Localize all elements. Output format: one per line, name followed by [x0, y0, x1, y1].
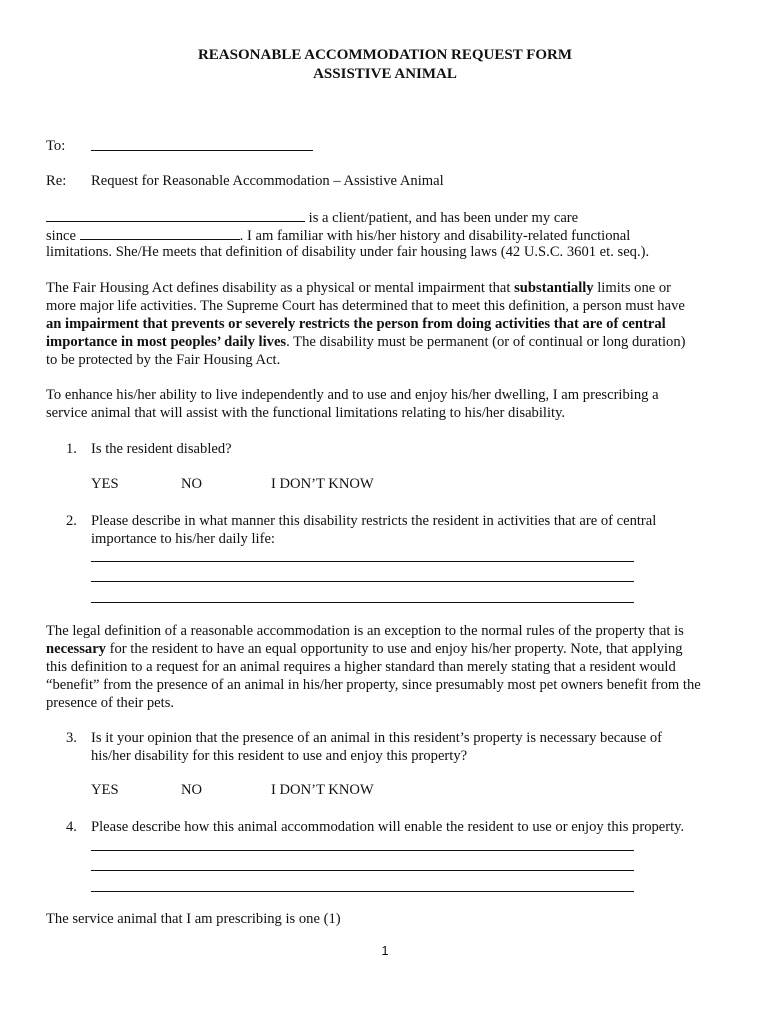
intro-line-2: [46, 225, 630, 245]
intro-line-3: limitations. She/He meets that definition of disability under fair housing laws (42 U.S.C. 3601 et. seq.).: [46, 244, 650, 260]
q4-line-1: Please describe how this animal accommodation will enable the resident to use or enjoy this property.: [91, 819, 685, 835]
legal-line-3: this definition to a request for an animal requires a higher standard than merely stating that a resident would: [46, 659, 676, 675]
q2-line-2: importance to his/her daily life:: [91, 531, 275, 547]
fha-line-2: more major life activities. The Supreme Court has determined that to meet this definition, a person must have: [46, 298, 685, 314]
q2-answer-line-1[interactable]: [91, 561, 634, 562]
to-row: [46, 137, 65, 155]
q2-line-1: Please describe in what manner this disability restricts the resident in activities that are of central: [91, 513, 657, 529]
q1-number: 1.: [66, 441, 77, 457]
fha-line-5: to be protected by the Fair Housing Act.: [46, 352, 281, 368]
fha-line-3: [46, 315, 666, 333]
legal-line-1: The legal definition of a reasonable accommodation is an exception to the normal rules of the property that is: [46, 623, 684, 639]
re-subject: Request for Reasonable Accommodation – Assistive Animal: [91, 173, 444, 189]
q2-number: 2.: [66, 513, 77, 529]
intro-line-1: [46, 207, 578, 227]
form-subtitle: ASSISTIVE ANIMAL: [313, 66, 457, 82]
q4-answer-line-3[interactable]: [91, 891, 634, 892]
q2-answer-line-3[interactable]: [91, 602, 634, 603]
q3-unknown-option[interactable]: I DON’T KNOW: [271, 782, 374, 798]
since-label: since: [46, 228, 76, 244]
fha-text-3: an impairment that prevents or severely restricts the person from doing activities that are of central: [46, 316, 666, 332]
q2-answer-line-2[interactable]: [91, 581, 634, 582]
question-1: [66, 440, 77, 458]
q4-answer-line-1[interactable]: [91, 850, 634, 851]
legal-line-5: presence of their pets.: [46, 695, 175, 711]
legal-line-4: “benefit” from the presence of an animal in his/her property, since presumably most pet owners benefit from the: [46, 677, 701, 693]
to-field[interactable]: [91, 150, 313, 151]
q3-number: 3.: [66, 730, 77, 746]
to-label: To:: [46, 138, 66, 154]
q1-no-option[interactable]: NO: [181, 476, 203, 492]
q3-line-2: his/her disability for this resident to use and enjoy this property?: [91, 748, 468, 764]
q1-unknown-option[interactable]: I DON’T KNOW: [271, 476, 374, 492]
fha-text-4b: . The disability must be permanent (or of continual or long duration): [286, 334, 686, 350]
fha-text-1a: The Fair Housing Act defines disability as a physical or mental impairment that: [46, 280, 515, 296]
q4-number: 4.: [66, 819, 77, 835]
since-date-field[interactable]: [80, 225, 240, 240]
q3-line-1: Is it your opinion that the presence of an animal in this resident’s property is necessary because of: [91, 730, 663, 746]
page-number: 1: [381, 943, 389, 958]
enhance-line-2: service animal that will assist with the functional limitations relating to his/her disability.: [46, 405, 566, 421]
closing-line: The service animal that I am prescribing is one (1): [46, 911, 341, 927]
re-label: Re:: [46, 173, 67, 189]
re-row: [46, 172, 66, 190]
q1-text: Is the resident disabled?: [91, 441, 232, 457]
fha-line-1: [46, 279, 671, 297]
enhance-line-1: To enhance his/her ability to live independently and to use and enjoy his/her dwelling, I am prescribing a: [46, 387, 659, 403]
intro-text-2: . I am familiar with his/her history and disability-related functional: [239, 228, 631, 244]
q3-no-option[interactable]: NO: [181, 782, 203, 798]
fha-text-1c: limits one or: [593, 280, 672, 296]
intro-text-1: is a client/patient, and has been under my care: [308, 210, 579, 226]
legal-text-2b: for the resident to have an equal opportunity to use and enjoy his/her property. Note, that applying: [105, 641, 683, 657]
fha-text-1b: substantially: [514, 280, 594, 296]
legal-text-2a: necessary: [46, 641, 106, 657]
q1-yes-option[interactable]: YES: [91, 476, 119, 492]
fha-text-4a: importance in most peoples’ daily lives: [46, 334, 287, 350]
q4-answer-line-2[interactable]: [91, 870, 634, 871]
form-title: REASONABLE ACCOMMODATION REQUEST FORM: [197, 47, 573, 63]
fha-line-4: [46, 333, 685, 351]
client-name-field[interactable]: [46, 207, 305, 222]
legal-line-2: [46, 640, 683, 658]
q3-yes-option[interactable]: YES: [91, 782, 119, 798]
